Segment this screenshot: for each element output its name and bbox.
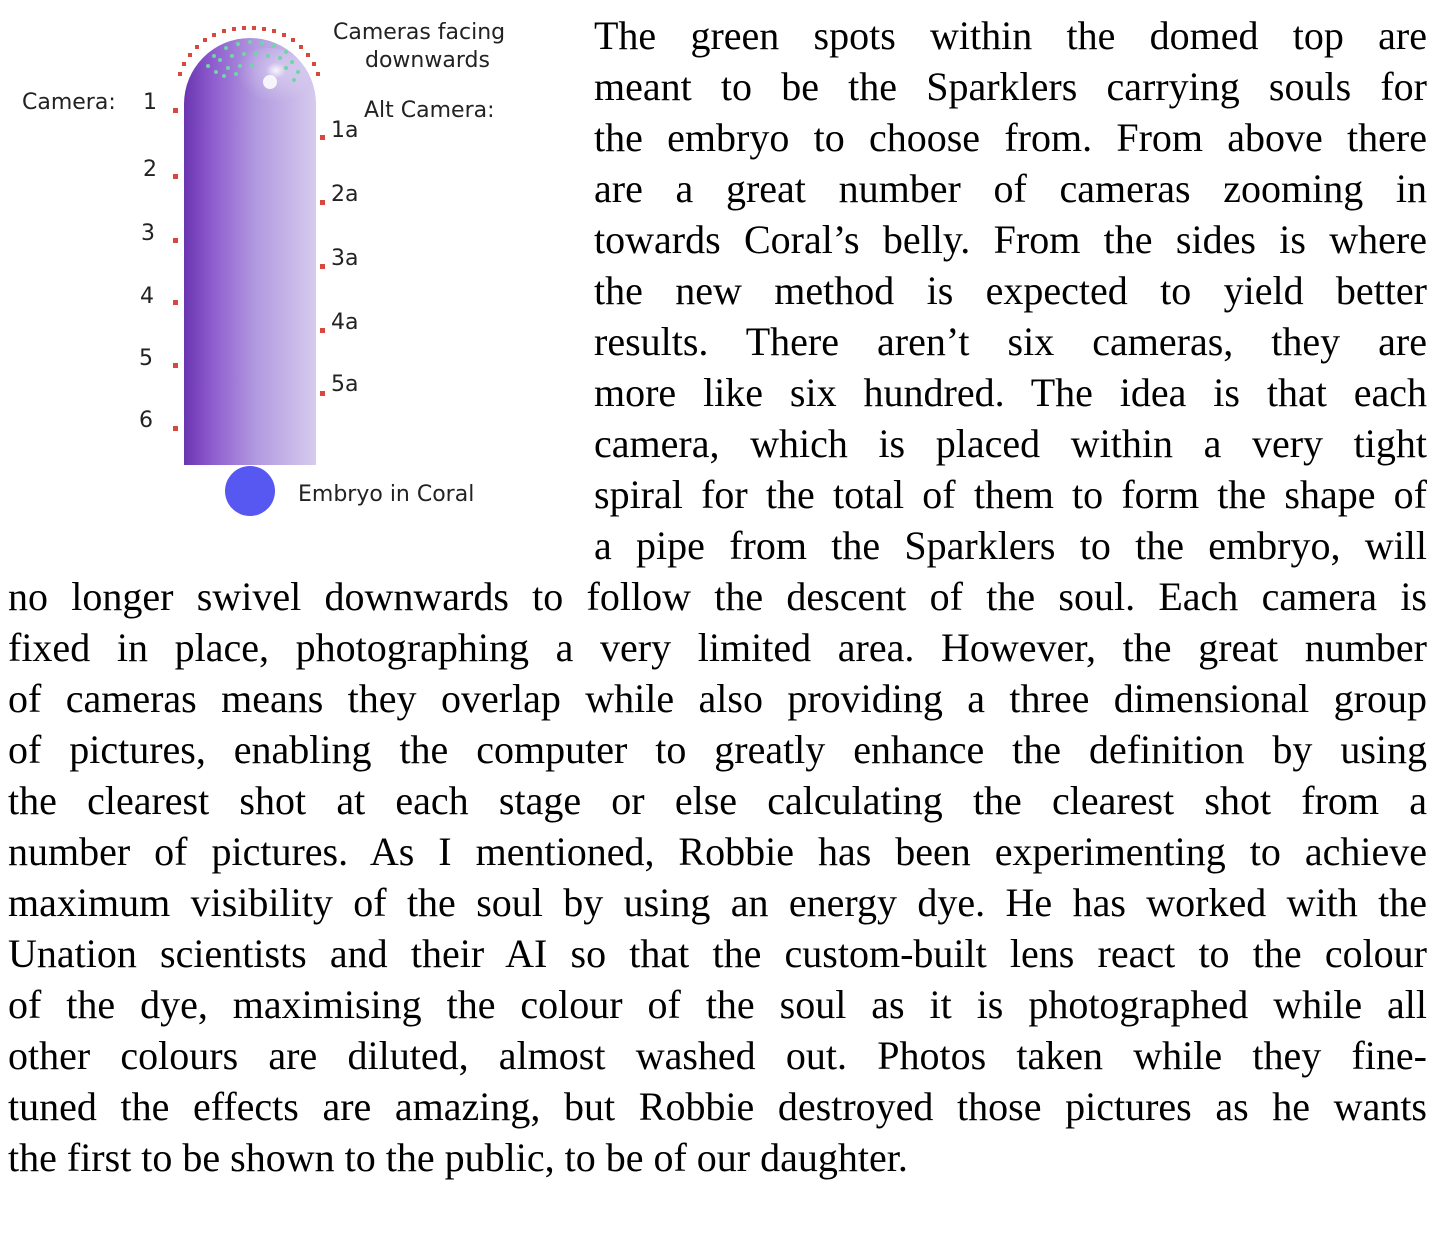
top-camera-dot	[306, 53, 310, 57]
alt-camera-header: Alt Camera:	[364, 98, 495, 123]
top-cameras-label-line1: Cameras facing	[333, 20, 506, 45]
camera-marker-5	[173, 363, 178, 368]
camera-label-6: 6	[139, 408, 153, 433]
top-cameras-label-line2: downwards	[365, 48, 490, 73]
right-camera-markers	[320, 135, 325, 396]
top-camera-dot	[222, 29, 226, 33]
text-line: the first to be shown to the public, to be of our daughter.	[8, 1135, 908, 1180]
top-camera-dot	[195, 45, 199, 49]
sparkler-dot	[242, 52, 246, 56]
text-line: of cameras means they overlap while also providing a three dimensional group	[8, 676, 1427, 721]
alt-camera-label-4a: 4a	[331, 310, 359, 335]
top-camera-dot	[212, 33, 216, 37]
sparkler-dot	[284, 66, 288, 70]
alt-camera-label-3a: 3a	[331, 246, 359, 271]
text-line: a pipe from the Sparklers to the embryo, will	[594, 523, 1427, 568]
sparkler-dot	[250, 63, 254, 67]
sparkler-dot	[214, 70, 218, 74]
sparkler-dot	[230, 54, 234, 58]
sparkler-dot	[254, 52, 258, 56]
alt-camera-label-1a: 1a	[331, 118, 359, 143]
embryo-circle	[225, 466, 275, 516]
alt-camera-marker-4a	[320, 328, 325, 333]
top-camera-dot	[252, 26, 256, 30]
alt-camera-marker-1a	[320, 135, 325, 140]
top-camera-dot	[188, 53, 192, 57]
top-camera-dot	[312, 62, 316, 66]
sparkler-dot	[260, 41, 264, 45]
sparkler-dot	[218, 58, 222, 62]
sparkler-dot	[248, 40, 252, 44]
camera-label-5: 5	[139, 346, 153, 371]
text-line: the embryo to choose from. From above there	[594, 115, 1427, 160]
alt-camera-marker-5a	[320, 391, 325, 396]
text-line: more like six hundred. The idea is that each	[594, 370, 1427, 415]
alt-camera-marker-3a	[320, 264, 325, 269]
body-text-bottom	[8, 571, 1427, 1183]
camera-marker-2	[173, 174, 178, 179]
sparkler-dot	[272, 44, 276, 48]
left-camera-header: Camera:	[22, 90, 116, 115]
top-camera-dot	[203, 38, 207, 42]
top-camera-dot	[242, 26, 246, 30]
text-line: fixed in place, photographing a very limited area. However, the great number	[8, 625, 1427, 670]
top-camera-dot	[291, 38, 295, 42]
text-line: the new method is expected to yield better	[594, 268, 1427, 313]
dome-shine-spot	[263, 75, 277, 89]
camera-diagram	[0, 0, 580, 580]
text-line: of the dye, maximising the colour of the soul as it is photographed while all	[8, 982, 1427, 1027]
embryo-label: Embryo in Coral	[298, 482, 475, 507]
text-line: of pictures, enabling the computer to greatly enhance the definition by using	[8, 727, 1427, 772]
camera-label-4: 4	[140, 284, 154, 309]
sparkler-dot	[290, 60, 294, 64]
text-line: results. There aren’t six cameras, they are	[594, 319, 1427, 364]
alt-camera-label-5a: 5a	[331, 372, 359, 397]
text-line: Unation scientists and their AI so that the custom-built lens react to the colour	[8, 931, 1427, 976]
sparkler-dot	[266, 54, 270, 58]
text-line: no longer swivel downwards to follow the descent of the soul. Each camera is	[8, 574, 1427, 619]
camera-marker-1	[173, 108, 178, 113]
text-line: towards Coral’s belly. From the sides is where	[594, 217, 1427, 262]
top-camera-dot	[272, 29, 276, 33]
sparkler-dot	[226, 66, 230, 70]
body-text-top	[594, 10, 1427, 571]
camera-marker-6	[173, 426, 178, 431]
sparkler-dot	[296, 70, 300, 74]
sparkler-dot	[222, 74, 226, 78]
sparkler-dot	[224, 46, 228, 50]
left-camera-markers	[173, 108, 178, 431]
camera-label-3: 3	[141, 221, 155, 246]
sparkler-dot	[234, 72, 238, 76]
top-camera-dot	[316, 72, 320, 76]
text-line: the clearest shot at each stage or else calculating the clearest shot from a	[8, 778, 1427, 823]
top-camera-dot	[262, 27, 266, 31]
text-line: number of pictures. As I mentioned, Robbie has been experimenting to achieve	[8, 829, 1427, 874]
top-camera-dot	[282, 33, 286, 37]
text-line: meant to be the Sparklers carrying souls for	[594, 64, 1427, 109]
sparkler-dot	[238, 64, 242, 68]
alt-camera-marker-2a	[320, 200, 325, 205]
text-line: The green spots within the domed top are	[594, 13, 1427, 58]
camera-marker-4	[173, 300, 178, 305]
alt-camera-label-2a: 2a	[331, 182, 359, 207]
camera-label-2: 2	[143, 157, 157, 182]
camera-label-1: 1	[143, 90, 157, 115]
diagram-graphic	[0, 0, 580, 580]
text-line: other colours are diluted, almost washed out. Photos taken while they fine-	[8, 1033, 1427, 1078]
top-camera-dot	[182, 62, 186, 66]
sparkler-dot	[284, 50, 288, 54]
top-camera-dot	[299, 45, 303, 49]
text-line: are a great number of cameras zooming in	[594, 166, 1427, 211]
text-line: maximum visibility of the soul by using an energy dye. He has worked with the	[8, 880, 1427, 925]
sparkler-dot	[292, 78, 296, 82]
camera-marker-3	[173, 238, 178, 243]
sparkler-dot	[278, 56, 282, 60]
text-line: tuned the effects are amazing, but Robbie destroyed those pictures as he wants	[8, 1084, 1427, 1129]
sparkler-dot	[212, 54, 216, 58]
text-line: camera, which is placed within a very tight	[594, 421, 1427, 466]
sparkler-dot	[236, 42, 240, 46]
top-camera-dot	[178, 72, 182, 76]
text-line: spiral for the total of them to form the shape of	[594, 472, 1427, 517]
top-camera-dot	[232, 27, 236, 31]
sparkler-dot	[206, 64, 210, 68]
